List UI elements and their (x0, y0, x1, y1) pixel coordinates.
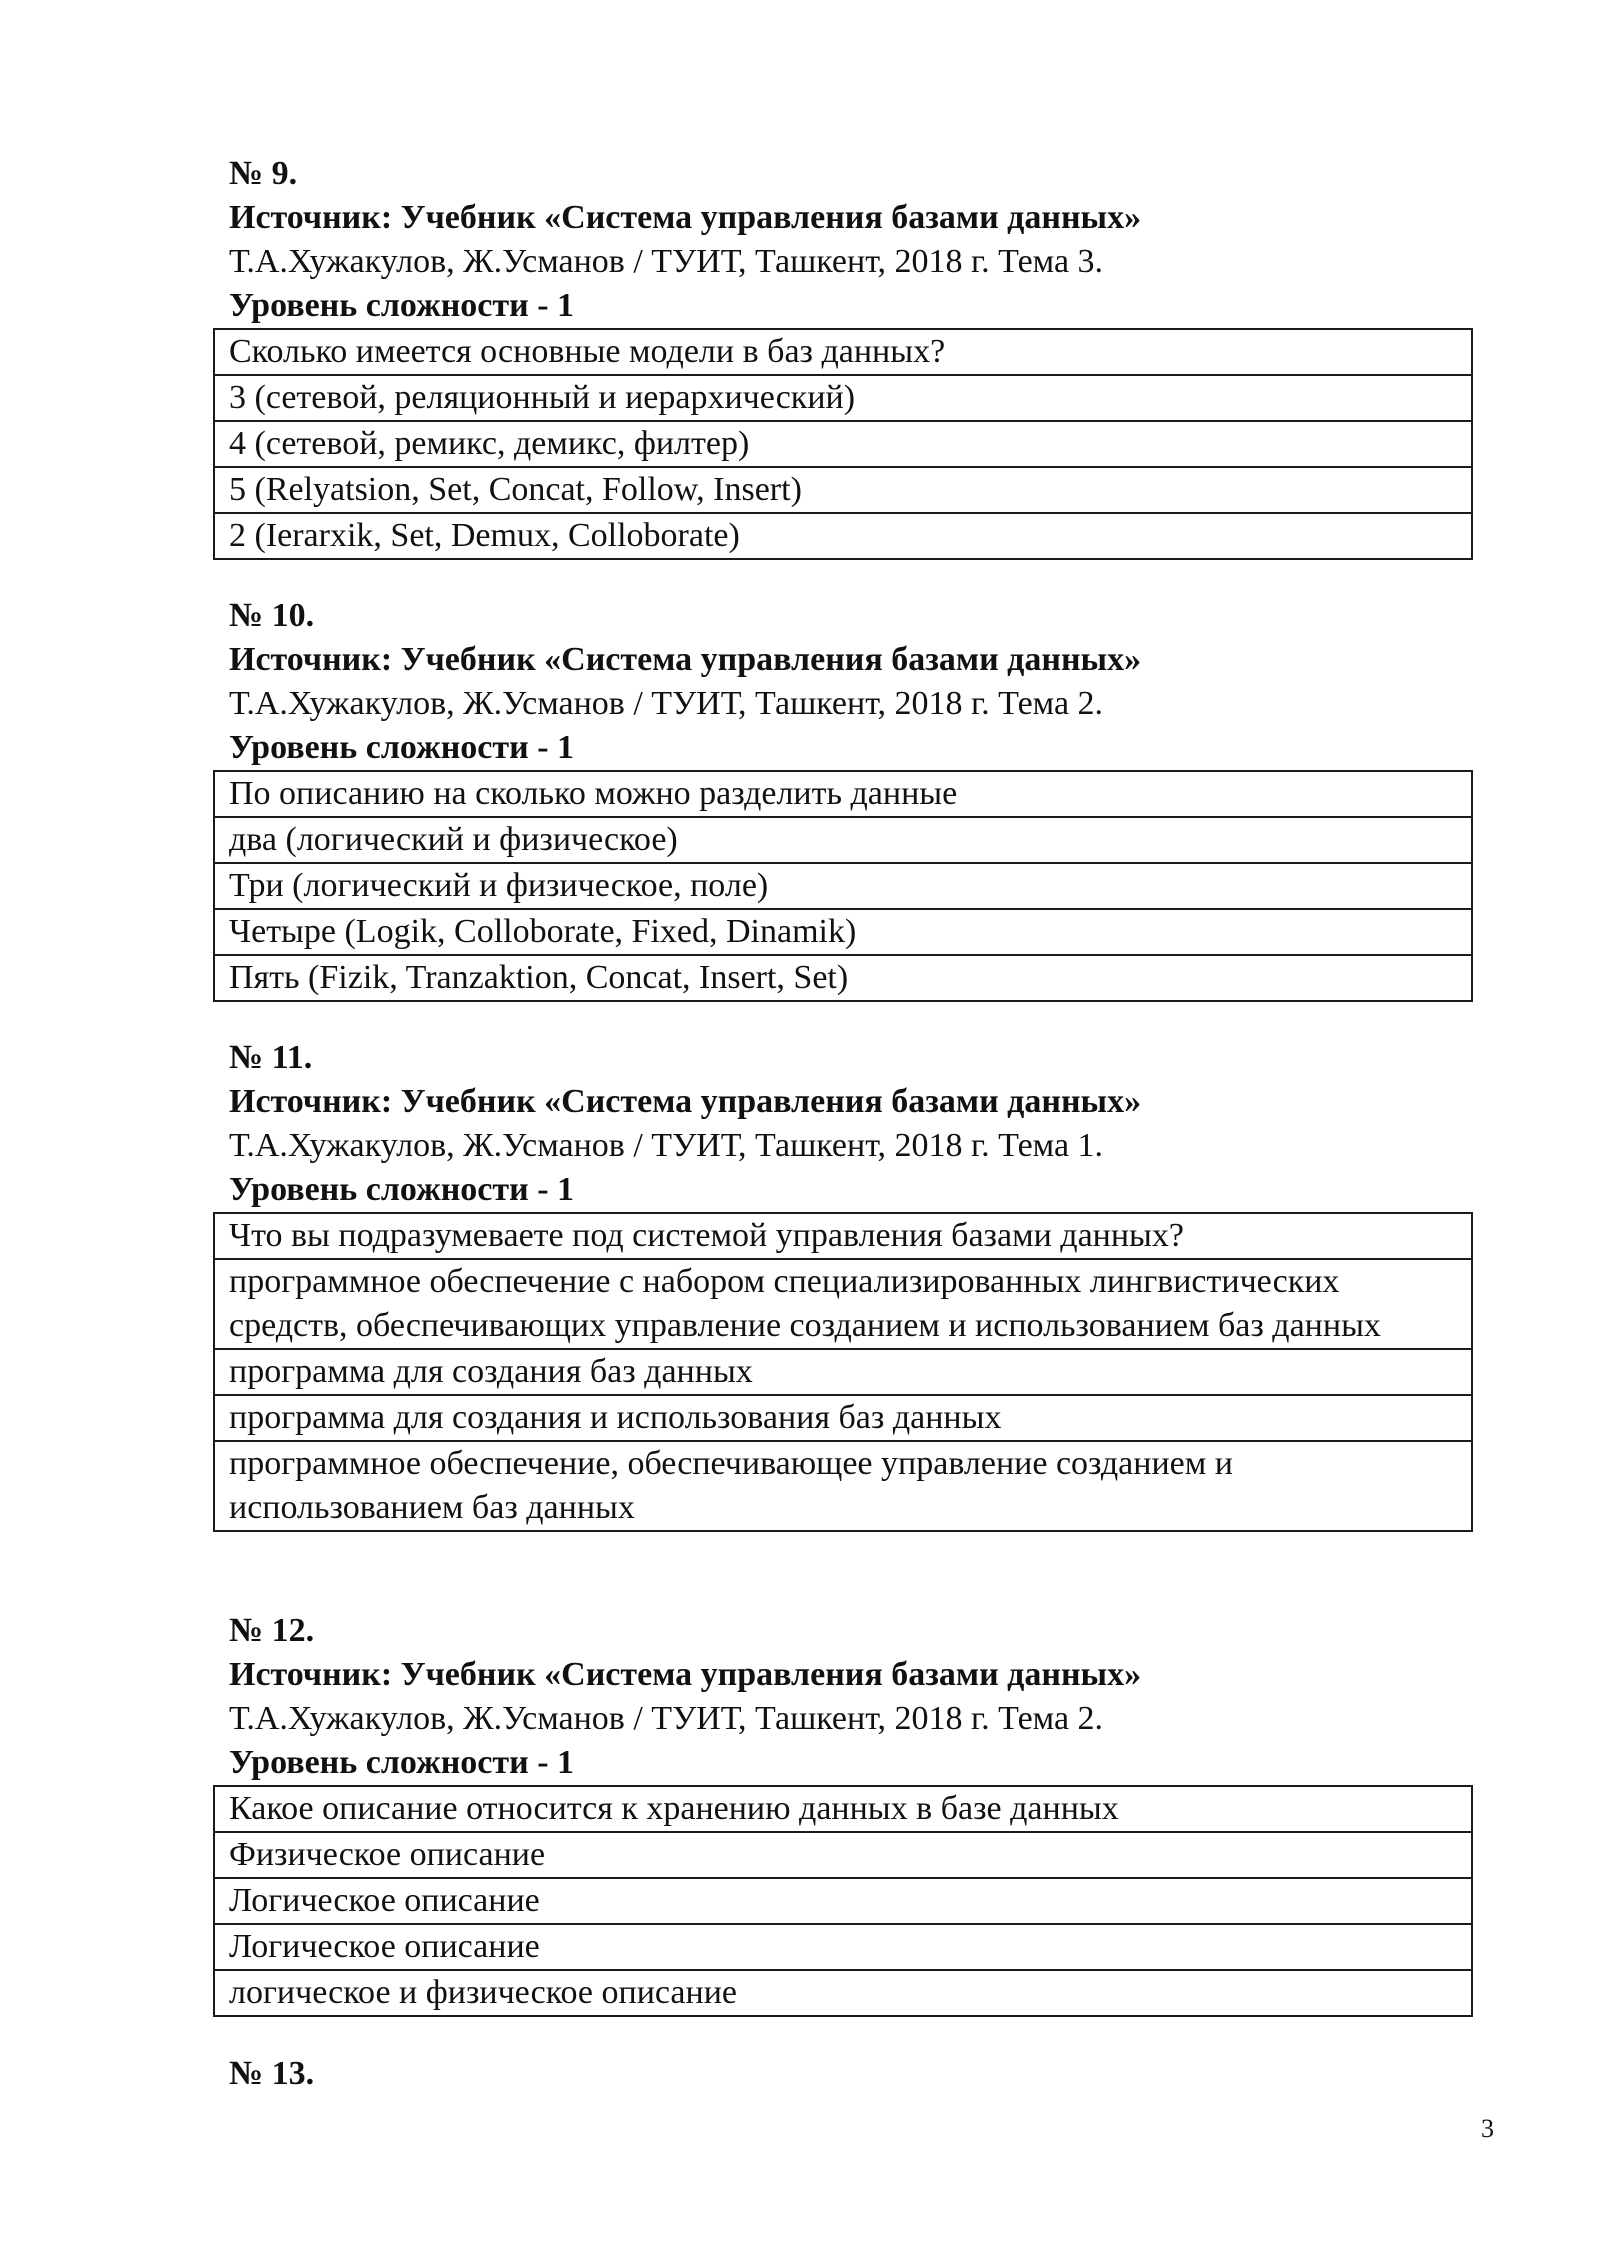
answer-row: 3 (сетевой, реляционный и иерархический) (215, 376, 1471, 422)
question-number: № 11. (229, 1039, 313, 1076)
question-text-row: Что вы подразумеваете под системой управления базами данных? (215, 1214, 1471, 1260)
answer-row: Логическое описание (215, 1925, 1471, 1971)
question-block-13 (213, 2052, 1473, 2096)
difficulty-level: Уровень сложности - 1 (229, 1171, 575, 1208)
question-number: № 9. (229, 155, 298, 192)
question-text-row: Сколько имеется основные модели в баз данных? (215, 330, 1471, 376)
question-authors: Т.А.Хужакулов, Ж.Усманов / ТУИТ, Ташкент, 2018 г. Тема 3. (229, 243, 1104, 280)
answer-row: Пять (Fizik, Tranzaktion, Concat, Insert, Set) (229, 959, 849, 996)
answer-row: Три (логический и физическое, поле) (215, 864, 1471, 910)
answer-table (213, 328, 1473, 560)
question-number: № 12. (229, 1612, 315, 1649)
question-number: № 13. (229, 2055, 315, 2092)
answer-row: Четыре (Logik, Colloborate, Fixed, Dinamik) (215, 910, 1471, 956)
difficulty-level: Уровень сложности - 1 (229, 1744, 575, 1781)
answer-table (213, 770, 1473, 1002)
question-authors: Т.А.Хужакулов, Ж.Усманов / ТУИТ, Ташкент, 2018 г. Тема 1. (229, 1127, 1104, 1164)
answer-row: Физическое описание (215, 1833, 1471, 1879)
answer-row: два (логический и физическое) (215, 818, 1471, 864)
answer-row: 4 (сетевой, ремикс, демикс, филтер) (215, 422, 1471, 468)
question-block-12 (213, 1609, 1473, 2017)
question-text-row: По описанию на сколько можно разделить данные (215, 772, 1471, 818)
question-source: Источник: Учебник «Система управления базами данных» (229, 199, 1142, 236)
question-source: Источник: Учебник «Система управления базами данных» (229, 1083, 1142, 1120)
answer-row: программное обеспечение с набором специализированных лингвистических средств, обеспечивающих управление созданием и использованием баз данных (215, 1260, 1471, 1350)
answer-row: 5 (Relyatsion, Set, Concat, Follow, Insert) (215, 468, 1471, 514)
question-source: Источник: Учебник «Система управления базами данных» (229, 1656, 1142, 1693)
difficulty-level: Уровень сложности - 1 (229, 729, 575, 766)
question-authors: Т.А.Хужакулов, Ж.Усманов / ТУИТ, Ташкент, 2018 г. Тема 2. (229, 685, 1104, 722)
question-block-11 (213, 1036, 1473, 1532)
question-authors: Т.А.Хужакулов, Ж.Усманов / ТУИТ, Ташкент, 2018 г. Тема 2. (229, 1700, 1104, 1737)
answer-row: 2 (Ierarxik, Set, Demux, Colloborate) (229, 517, 740, 554)
answer-row: Логическое описание (215, 1879, 1471, 1925)
answer-row: программа для создания баз данных (215, 1350, 1471, 1396)
answer-table (213, 1785, 1473, 2017)
answer-table (213, 1212, 1473, 1532)
question-source: Источник: Учебник «Система управления базами данных» (229, 641, 1142, 678)
question-number: № 10. (229, 597, 315, 634)
answer-row: программное обеспечение, обеспечивающее управление созданием и использованием баз данных (229, 1445, 1233, 1526)
question-block-9 (213, 152, 1473, 560)
answer-row: программа для создания и использования баз данных (215, 1396, 1471, 1442)
answer-row: логическое и физическое описание (229, 1974, 737, 2011)
difficulty-level: Уровень сложности - 1 (229, 287, 575, 324)
page-number: 3 (1481, 2114, 1494, 2143)
question-text-row: Какое описание относится к хранению данных в базе данных (215, 1787, 1471, 1833)
question-block-10 (213, 594, 1473, 1002)
